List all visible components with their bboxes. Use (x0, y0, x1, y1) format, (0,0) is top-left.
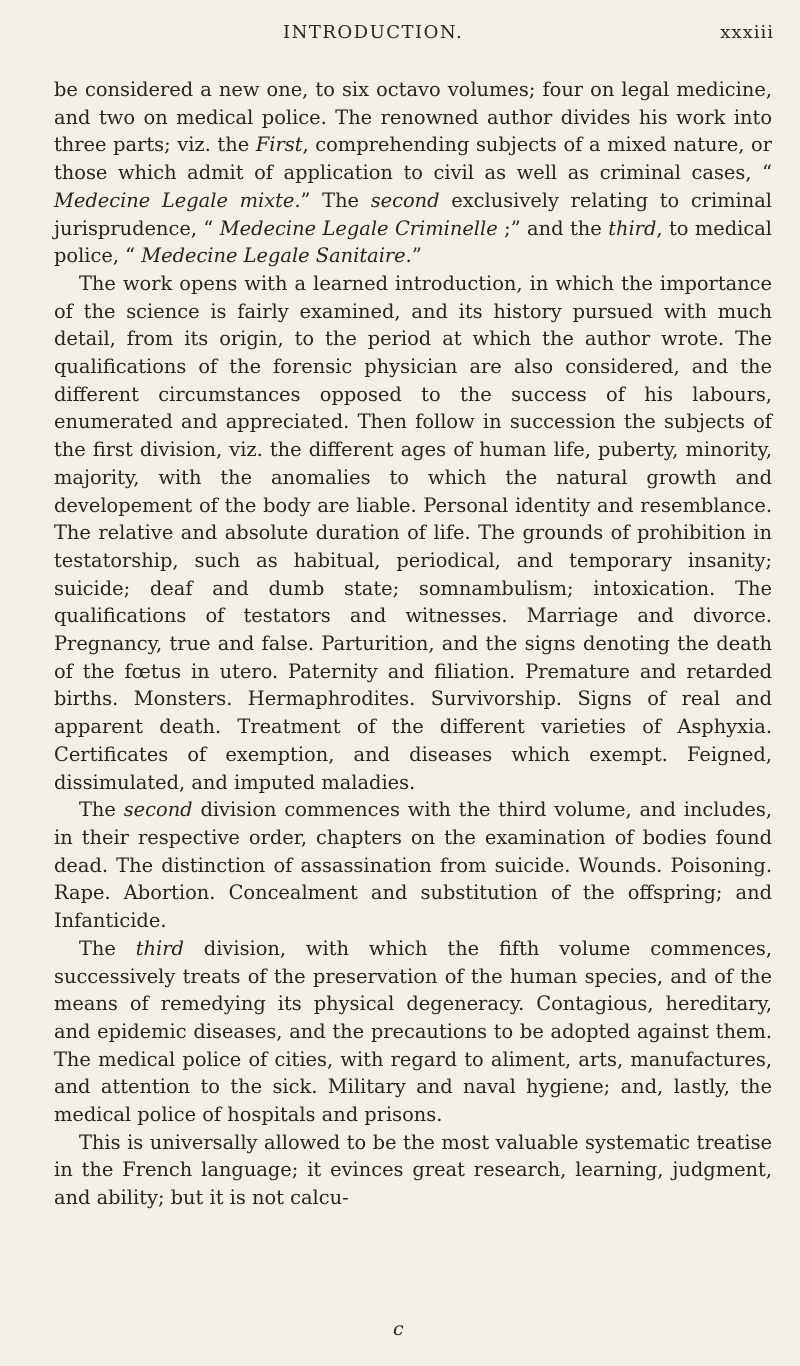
italic-text: Medecine Legale Criminelle (219, 216, 498, 240)
text-run: The (79, 936, 136, 960)
text-run: This is universally allowed to be the most valuable systematic treatise in the French language; it evinces great research, learning, judgment, and ability; but it is not calcu- (54, 1130, 772, 1210)
text-run: , to medical police, “ (54, 216, 772, 268)
text-run: ;” and the (497, 216, 609, 240)
paragraph (54, 76, 772, 270)
page-header (0, 12, 800, 52)
text-run: exclusively relating to criminal jurisprudence, “ (54, 188, 772, 240)
italic-text: Medecine Legale Sanitaire. (141, 244, 412, 268)
text-run: , comprehending subjects of a mixed nature, or those which admit of application to civil as well as criminal cases, “ (54, 133, 772, 185)
text-run: division, with which the fifth volume commences, successively treats of the preservation of the human species, and of the means of remedying its physical degeneracy. Contagious, hereditary, and epidemic diseases, and the precautions to be adopted against them. The medical police of cities, with regard to aliment, arts, manufactures, and attention to the sick. Military and naval hygiene; and, lastly, the medical police of hospitals and prisons. (54, 936, 772, 1127)
italic-text: Medecine Legale mixte. (54, 188, 301, 212)
text-run: be considered a new one, to six octavo volumes; four on legal medicine, and two on medical police. The renowned author divides his work into three parts; viz. the (54, 78, 772, 157)
text-run: division commences with the third volume, and includes, in their respective order, chapters on the examination of bodies found dead. The distinction of assassination from suicide. Wounds. Poisoning. Rape. Abortion. Concealment and substitution of the offspring; and Infanticide. (54, 798, 772, 933)
page-number: xxxiii (720, 22, 774, 43)
signature-mark: c (393, 1318, 404, 1340)
italic-text: second (123, 798, 193, 822)
paragraph (54, 935, 772, 1129)
text-run: The work opens with a learned introduction, in which the importance of the science is fairly examined, and its history pursued with much detail, from its origin, to the period at which the author wrote. The qualifications of the forensic physician are also considered, and the different circumstances opposed to the success of his labours, enumerated and appreciated. Then follow in succession the subjects of the first division, viz. the different ages of human life, puberty, minority, majority, with the anomalies to which the natural growth and developement of the body are liable. Personal identity and resemblance. The relative and absolute duration of life. The grounds of prohibition in testatorship, such as habitual, periodical, and temporary insanity; suicide; deaf and dumb state; somnambulism; intoxication. The qualifications of testators and witnesses. Marriage and divorce. Pregnancy, true and false. Parturition, and the signs denoting the death of the fœtus in utero. Paternity and filiation. Premature and retarded births. Monsters. Hermaphrodites. Survivorship. Signs of real and apparent death. Treatment of the different varieties of Asphyxia. Certificates of exemption, and diseases which exempt. Feigned, dissimulated, and imputed maladies. (54, 271, 772, 794)
text-run: ” (411, 244, 422, 268)
text-run: ” The (300, 188, 371, 212)
italic-text: second (370, 188, 440, 212)
text-run: The (79, 798, 124, 822)
italic-text: First (255, 133, 303, 157)
paragraph (54, 270, 772, 796)
italic-text: third (135, 936, 184, 960)
paragraph (54, 796, 772, 935)
italic-text: third (608, 216, 657, 240)
body-text (54, 76, 772, 1212)
paragraph (54, 1129, 772, 1212)
running-title: INTRODUCTION. (283, 22, 464, 43)
